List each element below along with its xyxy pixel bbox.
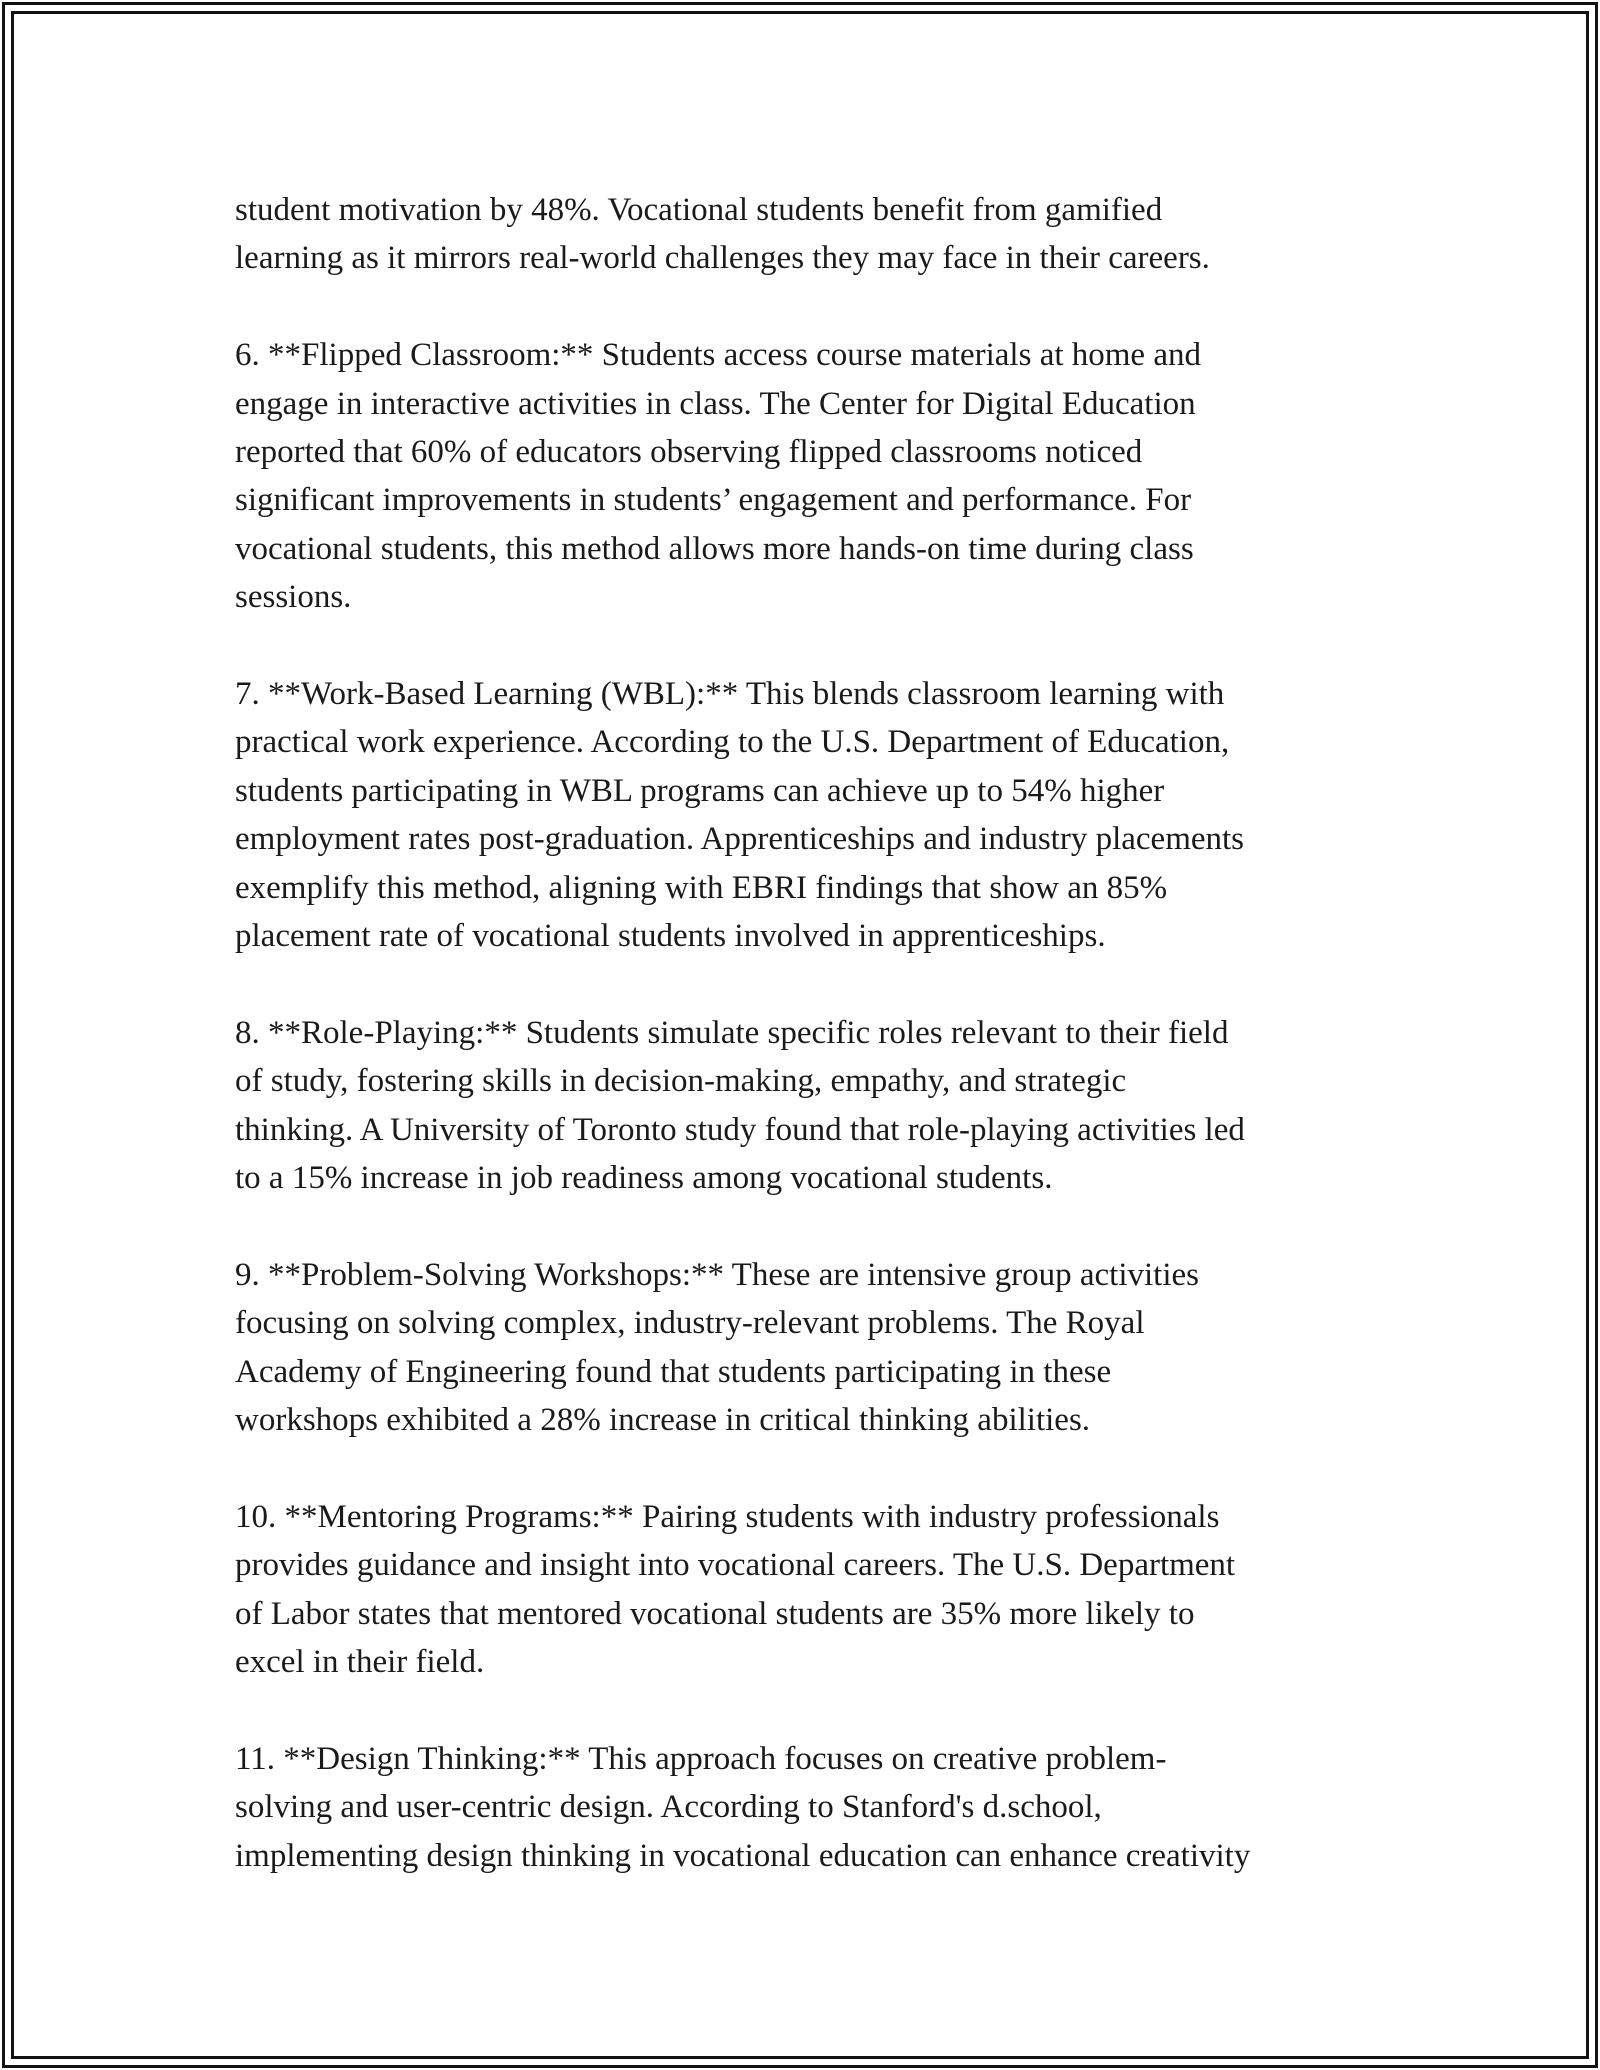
text-line: engage in interactive activities in class. The Center for Digital Education	[235, 385, 1196, 422]
document-body	[235, 186, 1385, 1929]
text-line: solving and user-centric design. According to Stanford's d.school,	[235, 1789, 1102, 1826]
paragraph-gamification-continued	[235, 186, 1385, 283]
text-line: significant improvements in students’ engagement and performance. For	[235, 482, 1192, 519]
text-line: 7. **Work-Based Learning (WBL):** This blends classroom learning with	[235, 676, 1225, 713]
text-line: provides guidance and insight into vocational careers. The U.S. Department	[235, 1547, 1236, 1584]
paragraph-problem-solving-workshops	[235, 1251, 1385, 1445]
text-line: 9. **Problem-Solving Workshops:** These are intensive group activities	[235, 1256, 1199, 1293]
paragraph-mentoring-programs	[235, 1493, 1385, 1687]
text-line: focusing on solving complex, industry-relevant problems. The Royal	[235, 1305, 1145, 1342]
text-line: placement rate of vocational students involved in apprenticeships.	[235, 918, 1106, 955]
text-line: 6. **Flipped Classroom:** Students access course materials at home and	[235, 337, 1201, 374]
paragraph-work-based-learning	[235, 670, 1385, 960]
text-line: 8. **Role-Playing:** Students simulate specific roles relevant to their field	[235, 1014, 1229, 1051]
text-line: employment rates post-graduation. Apprenticeships and industry placements	[235, 821, 1245, 858]
text-line: thinking. A University of Toronto study found that role-playing activities led	[235, 1111, 1245, 1148]
text-line: to a 15% increase in job readiness among vocational students.	[235, 1160, 1053, 1197]
text-line: students participating in WBL programs can achieve up to 54% higher	[235, 772, 1165, 809]
text-line: student motivation by 48%. Vocational students benefit from gamified	[235, 192, 1163, 228]
text-line: of Labor states that mentored vocational students are 35% more likely to	[235, 1595, 1195, 1632]
text-line: practical work experience. According to the U.S. Department of Education,	[235, 724, 1230, 761]
text-line: excel in their field.	[235, 1644, 485, 1681]
text-line: Academy of Engineering found that students participating in these	[235, 1353, 1112, 1390]
text-line: implementing design thinking in vocational education can enhance creativity	[235, 1837, 1251, 1874]
text-line: vocational students, this method allows more hands-on time during class	[235, 530, 1194, 567]
paragraph-role-playing	[235, 1009, 1385, 1203]
text-line: 10. **Mentoring Programs:** Pairing students with industry professionals	[235, 1498, 1220, 1535]
text-line: reported that 60% of educators observing flipped classrooms noticed	[235, 434, 1143, 471]
paragraph-design-thinking	[235, 1735, 1385, 1880]
text-line: exemplify this method, aligning with EBRI findings that show an 85%	[235, 869, 1168, 906]
text-line: 11. **Design Thinking:** This approach focuses on creative problem-	[235, 1740, 1167, 1777]
text-line: sessions.	[235, 579, 352, 616]
text-line: of study, fostering skills in decision-making, empathy, and strategic	[235, 1063, 1127, 1100]
paragraph-flipped-classroom	[235, 331, 1385, 621]
text-line: workshops exhibited a 28% increase in critical thinking abilities.	[235, 1402, 1091, 1439]
text-line: learning as it mirrors real-world challenges they may face in their careers.	[235, 240, 1210, 277]
